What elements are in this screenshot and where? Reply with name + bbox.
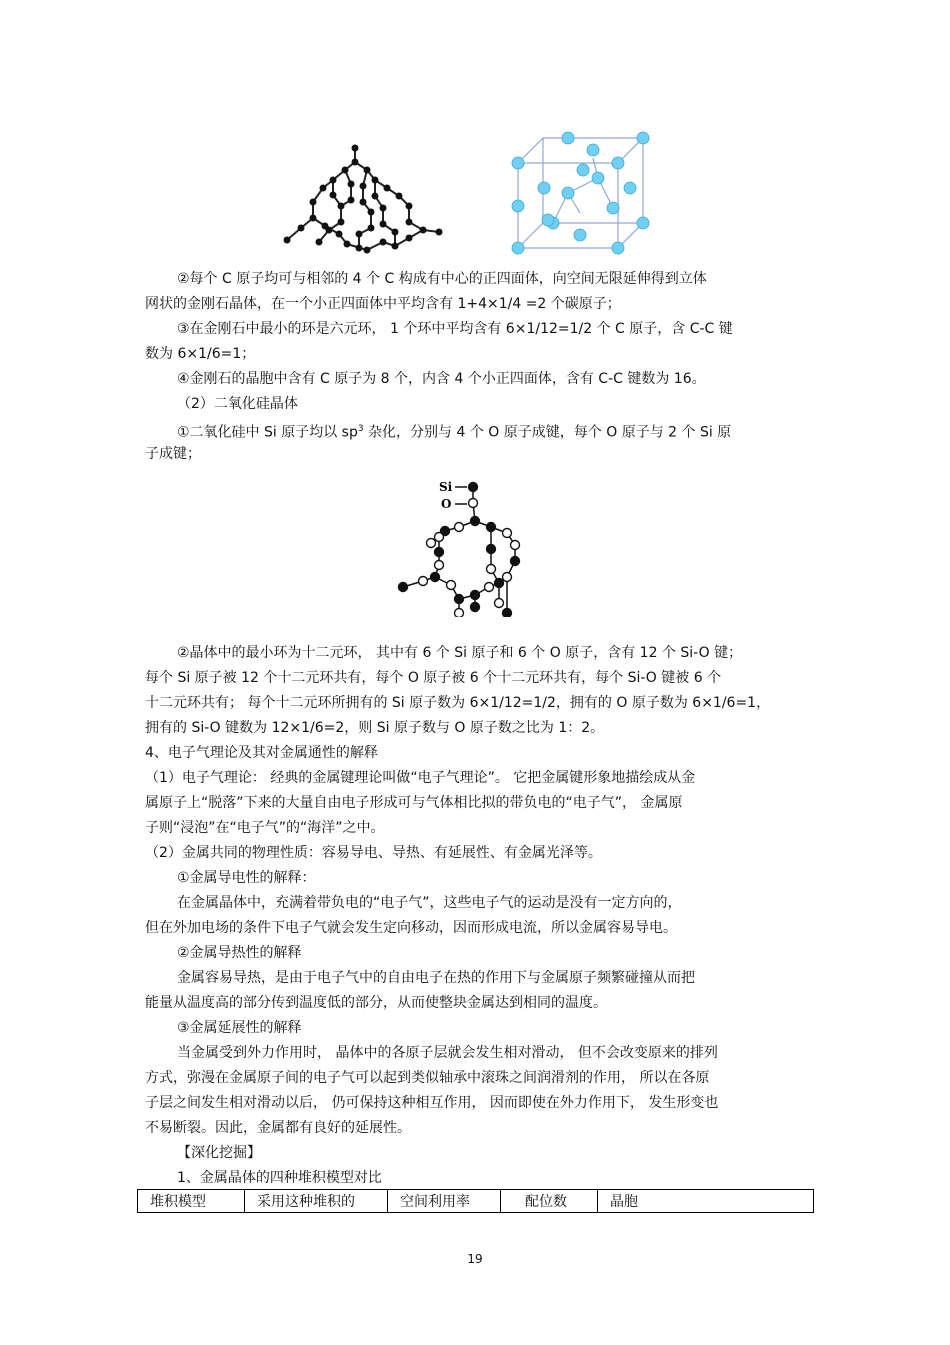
paragraph-line: ③金属延展性的解释 <box>177 1020 302 1036</box>
paragraph-line: ②金属导热性的解释 <box>177 945 302 961</box>
page-number: 19 <box>467 1252 483 1266</box>
paragraph-line: 十二元环共有； 每个十二元环所拥有的 Si 原子数为 6×1/12=1/2，拥有的 O 原子数为 6×1/6=1， <box>145 695 771 711</box>
paragraph-line: 每个 Si 原子被 12 个十二元环共有，每个 O 原子被 6 个十二元环共有，每个 Si-O 键被 6 个 <box>145 670 722 686</box>
paragraph-line: 能量从温度高的部分传到温度低的部分，从而使整块金属达到相同的温度。 <box>145 995 607 1011</box>
paragraph-line: 属原子上“脱落”下来的大量自由电子形成可与气体相比拟的带负电的“电子气”， 金属原 <box>145 795 683 811</box>
o-label: O <box>441 497 452 511</box>
si-label: Si <box>439 480 453 494</box>
section-heading: 1、金属晶体的四种堆积模型对比 <box>177 1170 382 1186</box>
paragraph-line: ①金属导电性的解释： <box>177 870 316 886</box>
paragraph-line: 方式，弥漫在金属原子间的电子气可以起到类似轴承中滚珠之间润滑剂的作用， 所以在各原 <box>145 1070 710 1086</box>
paragraph-line: ②晶体中的最小环为十二元环， 其中有 6 个 Si 原子和 6 个 O 原子，含有 12 个 Si-O 键； <box>177 645 743 661</box>
paragraph-line: 子成键； <box>145 446 201 462</box>
silica-structure-diagram <box>395 477 535 617</box>
paragraph-line: （2）金属共同的物理性质：容易导电、导热、有延展性、有金属光泽等。 <box>145 845 602 861</box>
section-heading: （2）二氧化硅晶体 <box>177 396 298 412</box>
diamond-structure-diagram <box>283 140 448 260</box>
table-header-cell: 采用这种堆积的 <box>245 1190 388 1213</box>
paragraph-line: ②每个 C 原子均可与相邻的 4 个 C 构成有中心的正四面体，向空间无限延伸得到立体 <box>177 271 707 287</box>
paragraph-line: 子层之间发生相对滑动以后， 仍可保持这种相互作用， 因而即使在外力作用下， 发生形变也 <box>145 1095 719 1111</box>
paragraph-line: （1）电子气理论： 经典的金属键理论叫做“电子气理论”。 它把金属键形象地描绘成从金 <box>145 770 696 786</box>
paragraph-line: 数为 6×1/6=1； <box>145 346 256 362</box>
text-run: 杂化，分别与 4 个 O 原子成键，每个 O 原子与 2 个 Si 原 <box>363 424 732 441</box>
paragraph-line: 网状的金刚石晶体，在一个小正四面体中平均含有 1+4×1/4 =2 个碳原子； <box>145 296 621 312</box>
paragraph-line: ④金刚石的晶胞中含有 C 原子为 8 个，内含 4 个小正四面体，含有 C-C 键数为 16。 <box>177 371 706 387</box>
section-heading: 【深化挖掘】 <box>177 1145 261 1161</box>
paragraph-line: ③在金刚石中最小的环是六元环， 1 个环中平均含有 6×1/12=1/2 个 C 原子，含 C-C 键 <box>177 321 733 337</box>
paragraph-line: 当金属受到外力作用时， 晶体中的各原子层就会发生相对滑动， 但不会改变原来的排列 <box>177 1045 718 1061</box>
table-row <box>138 1190 814 1213</box>
stacking-model-table <box>137 1189 814 1213</box>
paragraph-line: 金属容易导热，是由于电子气中的自由电子在热的作用下与金属原子频繁碰撞从而把 <box>177 970 695 986</box>
table-header-cell: 空间利用率 <box>388 1190 501 1213</box>
paragraph-line: 子则“浸泡”在“电子气”的“海洋”之中。 <box>145 820 385 836</box>
diamond-unit-cell-diagram <box>508 128 658 258</box>
paragraph-line <box>177 420 731 442</box>
table-header-cell: 堆积模型 <box>138 1190 245 1213</box>
section-heading: 4、电子气理论及其对金属通性的解释 <box>145 745 378 761</box>
paragraph-line: 不易断裂。因此，金属都有良好的延展性。 <box>145 1120 411 1136</box>
paragraph-line: 在金属晶体中，充满着带负电的“电子气”，这些电子气的运动是没有一定方向的， <box>177 895 682 911</box>
paragraph-line: 拥有的 Si-O 键数为 12×1/6=2，则 Si 原子数与 O 原子数之比为 1：2。 <box>145 720 605 736</box>
table-header-cell: 配位数 <box>501 1190 598 1213</box>
table-header-cell: 晶胞 <box>598 1190 814 1213</box>
text-run: ①二氧化硅中 Si 原子均以 sp <box>177 424 358 441</box>
paragraph-line: 但在外加电场的条件下电子气就会发生定向移动，因而形成电流，所以金属容易导电。 <box>145 920 677 936</box>
superscript: 3 <box>357 424 364 434</box>
